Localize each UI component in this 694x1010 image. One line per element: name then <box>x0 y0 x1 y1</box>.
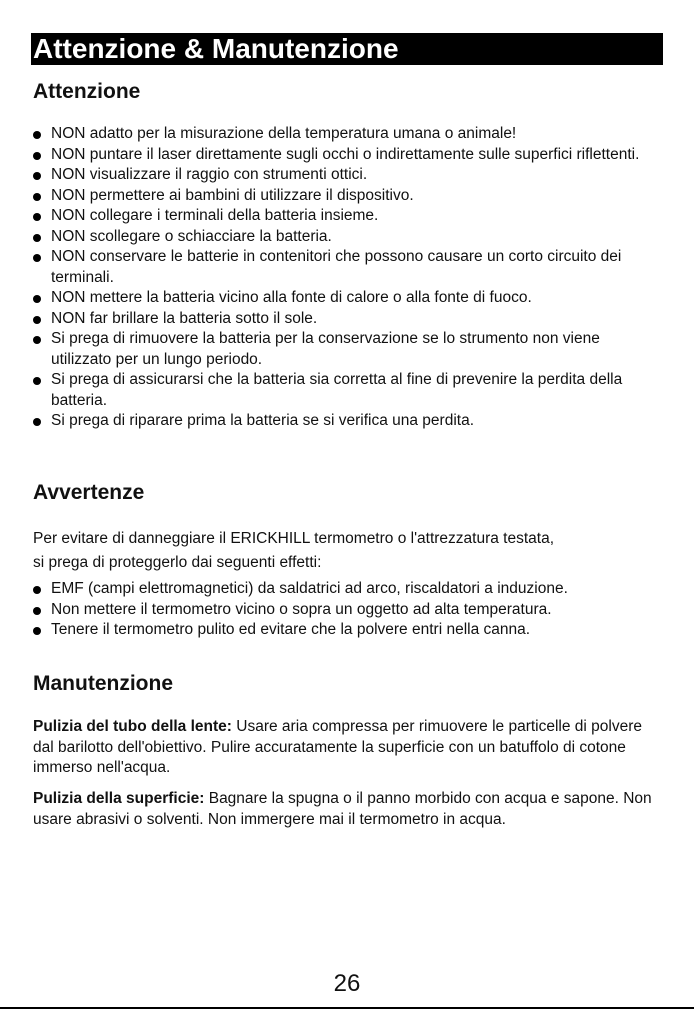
bullet-icon <box>33 131 41 139</box>
avvertenze-intro-line2: si prega di proteggerlo dai seguenti effetti: <box>33 554 322 571</box>
list-item: Si prega di assicurarsi che la batteria sia corretta al fine di prevenire la perdita della batteria. <box>33 370 663 411</box>
bullet-icon <box>33 172 41 180</box>
list-item: Si prega di rimuovere la batteria per la conservazione se lo strumento non viene utilizzato per un lungo periodo. <box>33 329 663 370</box>
bullet-icon <box>33 336 41 344</box>
page-title: Attenzione & Manutenzione <box>31 33 663 65</box>
page-number: 26 <box>333 970 361 997</box>
bullet-icon <box>33 607 41 615</box>
bullet-icon <box>33 193 41 201</box>
list-item: Tenere il termometro pulito ed evitare che la polvere entri nella canna. <box>33 620 663 641</box>
list-item: NON permettere ai bambini di utilizzare il dispositivo. <box>33 186 663 207</box>
bullet-icon <box>33 295 41 303</box>
list-item: NON visualizzare il raggio con strumenti ottici. <box>33 165 663 186</box>
bullet-icon <box>33 234 41 242</box>
bullet-icon <box>33 152 41 160</box>
footer-divider <box>0 1007 694 1009</box>
lens-cleaning-text: Usare aria compressa per rimuovere le particelle di polvere dal barilotto dell'obiettivo. Pulire accuratamente la superficie con un batuffolo di cotone immerso nell'acqua. <box>33 718 643 776</box>
bullet-icon <box>33 586 41 594</box>
avvertenze-list <box>33 579 663 641</box>
list-item: NON mettere la batteria vicino alla fonte di calore o alla fonte di fuoco. <box>33 288 663 309</box>
list-item: Non mettere il termometro vicino o sopra un oggetto ad alta temperatura. <box>33 600 663 621</box>
list-item: NON conservare le batterie in contenitori che possono causare un corto circuito dei terminali. <box>33 247 663 288</box>
lens-cleaning-paragraph <box>33 717 665 779</box>
section-heading-avvertenze: Avvertenze <box>33 481 145 504</box>
bullet-icon <box>33 254 41 262</box>
section-heading-attenzione: Attenzione <box>33 80 141 103</box>
avvertenze-intro-line1: Per evitare di danneggiare il ERICKHILL termometro o l'attrezzatura testata, <box>33 530 555 547</box>
list-item: NON far brillare la batteria sotto il sole. <box>33 309 663 330</box>
attenzione-list <box>33 124 663 432</box>
bullet-icon <box>33 213 41 221</box>
list-item: Si prega di riparare prima la batteria se si verifica una perdita. <box>33 411 663 432</box>
surface-cleaning-label: Pulizia della superficie: <box>33 790 205 807</box>
bullet-icon <box>33 316 41 324</box>
bullet-icon <box>33 627 41 635</box>
bullet-icon <box>33 377 41 385</box>
section-heading-manutenzione: Manutenzione <box>33 672 173 695</box>
list-item: NON collegare i terminali della batteria insieme. <box>33 206 663 227</box>
list-item: NON adatto per la misurazione della temperatura umana o animale! <box>33 124 663 145</box>
surface-cleaning-text: Bagnare la spugna o il panno morbido con acqua e sapone. Non usare abrasivi o solventi. Non immergere mai il termometro in acqua. <box>33 790 652 828</box>
list-item: NON scollegare o schiacciare la batteria. <box>33 227 663 248</box>
bullet-icon <box>33 418 41 426</box>
surface-cleaning-paragraph <box>33 789 665 830</box>
list-item: EMF (campi elettromagnetici) da saldatrici ad arco, riscaldatori a induzione. <box>33 579 663 600</box>
lens-cleaning-label: Pulizia del tubo della lente: <box>33 718 232 735</box>
list-item: NON puntare il laser direttamente sugli occhi o indirettamente sulle superfici riflettenti. <box>33 145 663 166</box>
